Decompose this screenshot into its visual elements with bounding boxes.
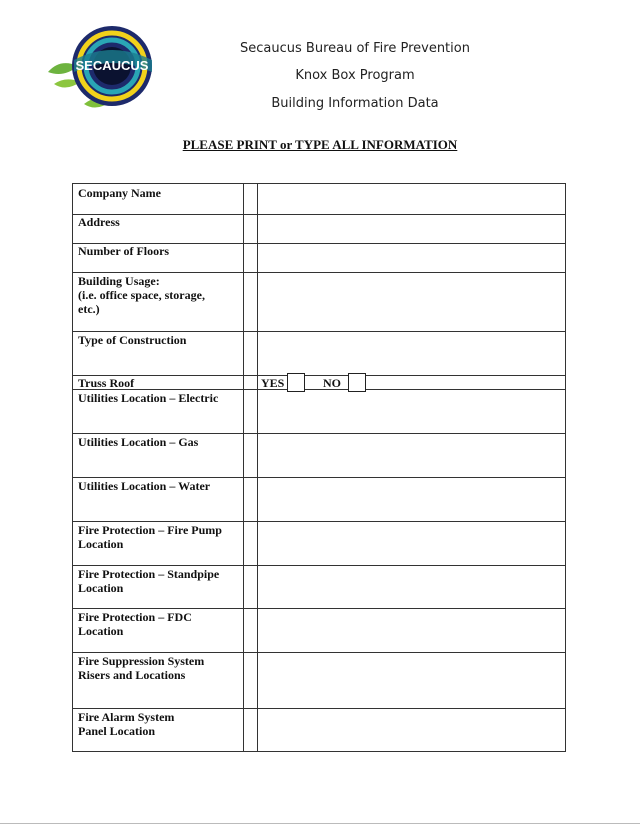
field-number-of-floors[interactable]	[258, 244, 564, 272]
field-fire-alarm[interactable]	[258, 709, 564, 751]
label-fire-alarm: Fire Alarm System Panel Location	[78, 710, 175, 738]
field-utilities-gas[interactable]	[258, 434, 564, 477]
label-standpipe: Fire Protection – Standpipe Location	[78, 567, 220, 595]
instruction-heading: PLEASE PRINT or TYPE ALL INFORMATION	[182, 137, 458, 152]
field-company-name[interactable]	[258, 184, 564, 214]
label-number-of-floors: Number of Floors	[78, 244, 170, 258]
field-standpipe[interactable]	[258, 566, 564, 608]
field-building-usage[interactable]	[258, 273, 564, 331]
logo-text: SECAUCUS	[75, 58, 149, 73]
label-fire-suppression: Fire Suppression System Risers and Locations	[78, 654, 205, 682]
truss-no-label: NO	[323, 376, 341, 390]
building-info-form	[72, 183, 566, 752]
label-utilities-electric: Utilities Location – Electric	[78, 391, 219, 405]
label-building-usage: Building Usage: (i.e. office space, storage, etc.)	[78, 274, 205, 316]
label-truss-roof: Truss Roof	[78, 376, 135, 390]
field-fire-suppression[interactable]	[258, 653, 564, 708]
truss-yes-label: YES	[261, 376, 285, 390]
label-address: Address	[78, 215, 120, 229]
label-utilities-gas: Utilities Location – Gas	[78, 435, 199, 449]
page-bottom-divider	[0, 823, 640, 824]
label-fire-pump: Fire Protection – Fire Pump Location	[78, 523, 222, 551]
label-fdc: Fire Protection – FDC Location	[78, 610, 192, 638]
secaucus-logo	[44, 20, 156, 112]
field-fire-pump[interactable]	[258, 522, 564, 565]
label-company-name: Company Name	[78, 186, 161, 200]
field-utilities-electric[interactable]	[258, 390, 564, 433]
field-type-of-construction[interactable]	[258, 332, 564, 375]
header-line-2: Knox Box Program	[295, 68, 415, 83]
field-address[interactable]	[258, 215, 564, 243]
field-fdc[interactable]	[258, 609, 564, 652]
label-type-of-construction: Type of Construction	[78, 333, 187, 347]
field-utilities-water[interactable]	[258, 478, 564, 521]
header-line-1: Secaucus Bureau of Fire Prevention	[240, 41, 470, 56]
label-utilities-water: Utilities Location – Water	[78, 479, 211, 493]
header-line-3: Building Information Data	[271, 96, 439, 111]
